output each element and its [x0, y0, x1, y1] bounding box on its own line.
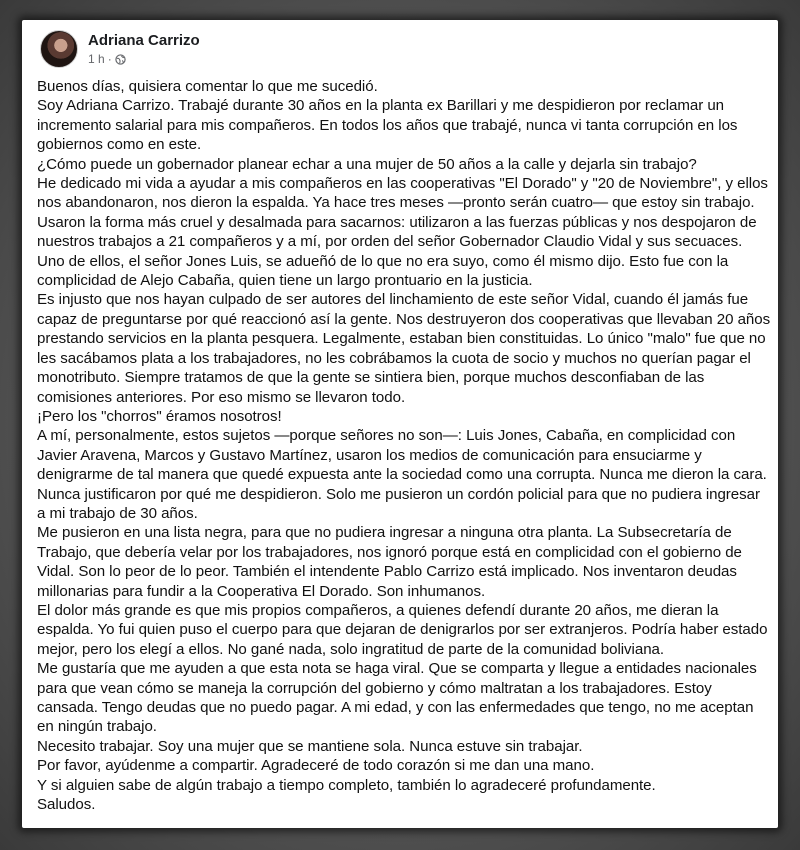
- post-paragraph: Me gustaría que me ayuden a que esta nota se haga viral. Que se comparta y llegue a entidades nacionales para que vean cómo se maneja la corrupción del gobierno y cómo maltratan a los trabajadores. Estoy cansada. Tengo deudas que no puedo pagar. A mi edad, y con las enfermedades que tengo, no me aceptan en ningún trabajo.: [37, 660, 757, 736]
- post-paragraph: Soy Adriana Carrizo. Trabajé durante 30 años en la planta ex Barillari y me despidieron por reclamar un incremento salarial para mis compañeros. En todos los años que trabajé, nunca vi tanta corrupción en los gobiernos como en este.: [37, 97, 738, 154]
- post-paragraph: Me pusieron en una lista negra, para que no pudiera ingresar a ninguna otra planta. La Subsecretaría de Trabajo, que debería velar por los trabajadores, nos ignoró porque está en complicidad con el gobierno de Vidal. Son lo peor de lo peor. También el intendente Pablo Carrizo está implicado. Nos inventaron deudas millonarias para fundir a la Cooperativa El Dorado. Son inhumanos.: [37, 524, 742, 600]
- author-name[interactable]: Adriana Carrizo: [88, 32, 200, 49]
- post-paragraph: Es injusto que nos hayan culpado de ser autores del linchamiento de este señor Vidal, cuando él jamás fue capaz de preguntarse por qué reaccionó así la gente. Nos destruyeron dos cooperativas que llevaban 20 años prestando servicios en la planta pesquera. Legalmente, estaban bien constituidas. Lo único "malo" fue que no les sacábamos plata a los trabajadores, no les cobrábamos la cuota de socio y muchos no querían pagar el monotributo. Siempre tratamos de que la gente se sintiera bien, porque muchos desconfiaban de las comisiones anteriores. Por eso mismo se llevaron todo.: [37, 291, 771, 406]
- post-card: [22, 20, 778, 828]
- post-paragraph: Buenos días, quisiera comentar lo que me sucedió.: [37, 78, 378, 95]
- post-paragraph: Necesito trabajar. Soy una mujer que se mantiene sola. Nunca estuve sin trabajar.: [37, 737, 583, 755]
- post-paragraph: Saludos.: [37, 796, 96, 814]
- post-paragraph: ¡Pero los "chorros" éramos nosotros!: [37, 407, 282, 425]
- post-meta: [88, 52, 126, 66]
- post-paragraph: Y si alguien sabe de algún trabajo a tiempo completo, también lo agradeceré profundamente.: [37, 776, 656, 794]
- globe-icon[interactable]: [115, 54, 126, 65]
- meta-separator: ·: [107, 52, 112, 66]
- avatar[interactable]: [40, 30, 78, 68]
- post-paragraph: ¿Cómo puede un gobernador planear echar a una mujer de 50 años a la calle y dejarla sin trabajo?: [37, 155, 697, 173]
- post-paragraph: Usaron la forma más cruel y desalmada para sacarnos: utilizaron a las fuerzas públicas y nos despojaron de nuestros trabajos a 21 compañeros y a mí, por orden del señor Gobernador Claudio Vidal y sus secuaces. Uno de ellos, el señor Jones Luis, se adueñó de lo que no era suyo, como él mismo dijo. Esto fue con la complicidad de Alejo Cabaña, quien tiene un largo prontuario en la justicia.: [37, 213, 757, 290]
- post-paragraph: A mí, personalmente, estos sujetos —porque señores no son—: Luis Jones, Cabaña, en complicidad con Javier Aravena, Marcos y Gustavo Martínez, usaron los medios de comunicación para ensuciarme y denigrarme de tal manera que quedé expuesta ante la sociedad como una corrupta. Nunca me dieron la cara. Nunca justificaron por qué me despidieron. Solo me pusieron un cordón policial para que no pudiera ingresar a mi trabajo de 30 años.: [37, 427, 767, 522]
- post-body: [37, 77, 772, 814]
- post-paragraph: Por favor, ayúdenme a compartir. Agradeceré de todo corazón si me dan una mano.: [37, 757, 595, 775]
- post-paragraph: El dolor más grande es que mis propios compañeros, a quienes defendí durante 20 años, me dieran la espalda. Yo fui quien puso el cuerpo para que dejaran de denigrarlos por ser extranjeros. Podría haber estado mejor, pero los elegí a ellos. No gané nada, solo ingratitud de parte de la comunidad boliviana.: [37, 601, 768, 658]
- post-paragraph: He dedicado mi vida a ayudar a mis compañeros en las cooperativas "El Dorado" y "20 de Noviembre", y ellos nos abandonaron, nos dieron la espalda. Ya hace tres meses —pronto serán cuatro— que estoy sin trabajo.: [37, 175, 768, 212]
- post-time[interactable]: 1 h: [88, 52, 105, 66]
